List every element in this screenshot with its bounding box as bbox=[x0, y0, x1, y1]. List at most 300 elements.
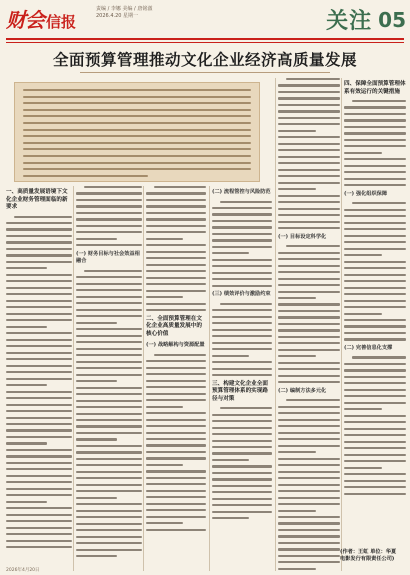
text-line bbox=[76, 516, 142, 518]
text-line bbox=[146, 360, 206, 362]
text-line bbox=[212, 278, 272, 280]
text-line bbox=[6, 332, 72, 334]
text-line bbox=[278, 375, 340, 377]
text-line bbox=[76, 458, 142, 460]
column-body-text bbox=[146, 354, 206, 531]
abstract-text-line bbox=[23, 162, 251, 164]
text-line bbox=[344, 280, 406, 282]
article-abstract-box bbox=[14, 82, 260, 182]
text-line bbox=[6, 287, 72, 289]
subsection-heading: (一) 目标设定科学化 bbox=[278, 233, 327, 240]
text-line bbox=[212, 374, 272, 376]
abstract-text-line bbox=[23, 135, 251, 137]
text-line bbox=[146, 270, 206, 272]
article-headline: 全面预算管理推动文化企业经济高质量发展 bbox=[52, 50, 357, 69]
text-line bbox=[6, 397, 72, 399]
text-line bbox=[146, 496, 206, 498]
text-line bbox=[344, 113, 406, 115]
text-line bbox=[76, 484, 142, 486]
text-line bbox=[6, 410, 72, 412]
text-line bbox=[278, 432, 340, 434]
headline-divider bbox=[80, 72, 330, 73]
text-line bbox=[344, 235, 406, 237]
text-line bbox=[146, 477, 206, 479]
column-body-text bbox=[212, 201, 272, 287]
text-line bbox=[76, 374, 142, 376]
text-line bbox=[76, 510, 142, 512]
text-line bbox=[278, 123, 340, 125]
text-line bbox=[146, 451, 206, 453]
text-line bbox=[76, 471, 142, 473]
column-divider bbox=[143, 186, 144, 571]
masthead-rule-thin bbox=[6, 42, 404, 43]
text-line bbox=[146, 218, 206, 220]
text-line bbox=[6, 391, 72, 393]
text-line bbox=[344, 165, 406, 167]
text-line bbox=[6, 352, 72, 354]
abstract-text-line bbox=[23, 142, 251, 144]
text-line bbox=[344, 382, 406, 384]
text-line bbox=[76, 348, 142, 350]
text-line bbox=[146, 225, 206, 227]
text-line bbox=[344, 332, 406, 334]
text-line bbox=[6, 365, 72, 367]
subsection-heading: (二) 完善信息化支撑 bbox=[344, 344, 393, 351]
text-line bbox=[76, 529, 142, 531]
edition-line-date: 2026.4.20 星期一 bbox=[96, 13, 139, 19]
text-line bbox=[212, 427, 272, 429]
text-line bbox=[6, 442, 47, 444]
text-line bbox=[76, 315, 142, 317]
text-line bbox=[76, 302, 142, 304]
text-line bbox=[76, 218, 142, 220]
text-line bbox=[278, 303, 340, 305]
text-line bbox=[14, 216, 72, 218]
subsection-heading: (一) 战略解构与资源配置 bbox=[146, 342, 205, 349]
text-line bbox=[212, 414, 272, 416]
text-line bbox=[352, 202, 406, 204]
text-line bbox=[146, 425, 206, 427]
text-line bbox=[6, 339, 72, 341]
text-line bbox=[278, 355, 316, 357]
text-line bbox=[344, 402, 406, 404]
text-line bbox=[344, 454, 406, 456]
text-line bbox=[6, 384, 47, 386]
abstract-text-line bbox=[23, 109, 251, 111]
text-line bbox=[212, 361, 272, 363]
text-line bbox=[6, 267, 47, 269]
text-line bbox=[278, 201, 340, 203]
text-line bbox=[344, 145, 406, 147]
text-line bbox=[6, 468, 72, 470]
masthead-logo bbox=[6, 4, 76, 33]
text-line bbox=[344, 486, 406, 488]
text-line bbox=[220, 303, 272, 305]
text-line bbox=[344, 441, 406, 443]
article-column-b bbox=[76, 186, 142, 571]
text-line bbox=[146, 490, 206, 492]
text-line bbox=[278, 510, 316, 512]
text-line bbox=[146, 470, 206, 472]
brand-main: 财会 bbox=[6, 8, 44, 32]
column-body-text bbox=[212, 407, 272, 519]
text-line bbox=[76, 523, 142, 525]
text-line bbox=[278, 291, 340, 293]
text-line bbox=[278, 368, 340, 370]
text-line bbox=[76, 283, 142, 285]
text-line bbox=[6, 378, 72, 380]
page-number: 05 bbox=[378, 7, 406, 32]
text-line bbox=[278, 310, 340, 312]
text-line bbox=[76, 335, 142, 337]
text-line bbox=[344, 376, 406, 378]
text-line bbox=[278, 412, 340, 414]
text-line bbox=[344, 152, 382, 154]
text-line bbox=[146, 192, 206, 194]
text-line bbox=[278, 149, 340, 151]
text-line bbox=[6, 462, 72, 464]
text-line bbox=[212, 465, 272, 467]
text-line bbox=[278, 381, 340, 383]
text-line bbox=[6, 507, 72, 509]
column-body-text bbox=[278, 399, 340, 570]
column-divider bbox=[275, 78, 276, 571]
text-line bbox=[344, 293, 406, 295]
text-line bbox=[6, 488, 72, 490]
text-line bbox=[84, 270, 142, 272]
text-line bbox=[286, 78, 340, 80]
text-line bbox=[146, 399, 206, 401]
text-line bbox=[146, 516, 206, 518]
text-line bbox=[278, 91, 340, 93]
text-line bbox=[76, 244, 142, 246]
text-line bbox=[6, 228, 72, 230]
text-line bbox=[76, 309, 142, 311]
text-line bbox=[278, 130, 316, 132]
column-body-text bbox=[278, 78, 340, 229]
text-line bbox=[76, 425, 142, 427]
text-line bbox=[212, 329, 272, 331]
text-line bbox=[76, 289, 142, 291]
text-line bbox=[212, 420, 272, 422]
text-line bbox=[146, 283, 206, 285]
article-column-a bbox=[6, 186, 72, 571]
text-line bbox=[146, 412, 206, 414]
text-line bbox=[212, 355, 249, 357]
text-line bbox=[76, 354, 142, 356]
text-line bbox=[76, 393, 142, 395]
column-body-text bbox=[76, 186, 142, 246]
text-line bbox=[76, 231, 142, 233]
article-column-d bbox=[212, 186, 272, 571]
text-line bbox=[278, 529, 340, 531]
text-line bbox=[146, 205, 206, 207]
abstract-text-line bbox=[23, 96, 251, 98]
text-line bbox=[146, 367, 206, 369]
text-line bbox=[146, 483, 206, 485]
text-line bbox=[76, 205, 142, 207]
text-line bbox=[146, 277, 206, 279]
text-line bbox=[278, 535, 340, 537]
text-line bbox=[278, 136, 340, 138]
text-line bbox=[6, 540, 72, 542]
text-line bbox=[76, 276, 142, 278]
text-line bbox=[76, 380, 117, 382]
article-byline bbox=[340, 549, 402, 563]
text-line bbox=[76, 328, 142, 330]
text-line bbox=[76, 413, 142, 415]
text-line bbox=[212, 452, 272, 454]
text-line bbox=[278, 336, 340, 338]
text-line bbox=[278, 221, 340, 223]
text-line bbox=[212, 485, 272, 487]
text-line bbox=[6, 235, 72, 237]
article-column-f bbox=[344, 78, 406, 571]
column-body-text bbox=[278, 245, 340, 383]
text-line bbox=[278, 561, 340, 563]
text-line bbox=[212, 478, 272, 480]
text-line bbox=[278, 555, 340, 557]
text-line bbox=[344, 171, 406, 173]
column-body-text bbox=[344, 202, 406, 340]
text-line bbox=[212, 459, 249, 461]
column-body-text bbox=[344, 100, 406, 186]
text-line bbox=[6, 423, 72, 425]
text-line bbox=[76, 238, 117, 240]
text-line bbox=[278, 162, 340, 164]
abstract-text-line bbox=[23, 102, 251, 104]
text-line bbox=[154, 186, 206, 188]
text-line bbox=[212, 246, 272, 248]
text-line bbox=[278, 490, 340, 492]
text-line bbox=[76, 445, 142, 447]
text-line bbox=[344, 119, 406, 121]
text-line bbox=[6, 345, 72, 347]
text-line bbox=[146, 393, 206, 395]
text-line bbox=[212, 368, 272, 370]
text-line bbox=[76, 555, 117, 557]
text-line bbox=[146, 457, 206, 459]
text-line bbox=[84, 186, 142, 188]
text-line bbox=[278, 117, 340, 119]
text-line bbox=[212, 446, 272, 448]
subsection-heading: (二) 流程管控与风险防范 bbox=[212, 189, 271, 195]
text-line bbox=[6, 306, 72, 308]
text-line bbox=[344, 395, 406, 397]
text-line bbox=[146, 257, 206, 259]
subsection-heading: (二) 编制方法多元化 bbox=[278, 387, 327, 394]
text-line bbox=[344, 313, 382, 315]
text-line bbox=[278, 278, 340, 280]
text-line bbox=[76, 464, 142, 466]
column-body-text bbox=[146, 186, 206, 311]
text-line bbox=[278, 542, 340, 544]
section-heading: 二、全面预算管理在文化企业高质量发展中的核心价值 bbox=[146, 315, 202, 337]
text-line bbox=[278, 349, 340, 351]
abstract-text-line bbox=[23, 175, 148, 177]
text-line bbox=[278, 169, 340, 171]
text-line bbox=[6, 293, 72, 295]
text-line bbox=[76, 432, 142, 434]
text-line bbox=[278, 195, 340, 197]
text-line bbox=[76, 199, 142, 201]
text-line bbox=[278, 342, 340, 344]
text-line bbox=[212, 259, 272, 261]
subsection-heading: (一) 强化组织保障 bbox=[344, 190, 388, 197]
text-line bbox=[146, 309, 206, 311]
text-line bbox=[6, 248, 72, 250]
text-line bbox=[76, 490, 142, 492]
text-line bbox=[344, 139, 406, 141]
text-line bbox=[6, 222, 72, 224]
abstract-text-line bbox=[23, 89, 251, 91]
text-line bbox=[278, 143, 340, 145]
text-line bbox=[344, 261, 406, 263]
text-line bbox=[146, 419, 206, 421]
text-line bbox=[278, 477, 340, 479]
text-line bbox=[146, 386, 206, 388]
text-line bbox=[212, 285, 272, 287]
text-line bbox=[278, 548, 340, 550]
text-line bbox=[76, 192, 142, 194]
text-line bbox=[212, 342, 272, 344]
section-heading: 一、高质量发展语境下文化企业财务管理面临的新要求 bbox=[6, 189, 68, 210]
section-tab bbox=[326, 4, 406, 35]
text-line bbox=[6, 436, 72, 438]
text-line bbox=[278, 484, 340, 486]
masthead-rule bbox=[6, 38, 404, 40]
text-line bbox=[344, 274, 406, 276]
text-line bbox=[344, 460, 406, 462]
text-line bbox=[146, 212, 206, 214]
text-line bbox=[146, 509, 206, 511]
text-line bbox=[278, 458, 340, 460]
text-line bbox=[212, 316, 272, 318]
text-line bbox=[344, 267, 406, 269]
text-line bbox=[278, 464, 340, 466]
text-line bbox=[76, 367, 142, 369]
text-line bbox=[6, 313, 72, 315]
column-divider bbox=[73, 186, 74, 571]
text-line bbox=[344, 228, 406, 230]
text-line bbox=[278, 516, 340, 518]
text-line bbox=[278, 208, 340, 210]
text-line bbox=[344, 493, 406, 495]
abstract-text-line bbox=[23, 155, 251, 157]
byline-line: 电影发行有限责任公司) bbox=[340, 556, 395, 562]
text-line bbox=[146, 444, 206, 446]
text-line bbox=[278, 438, 340, 440]
text-line bbox=[212, 272, 272, 274]
text-line bbox=[146, 303, 206, 305]
abstract-text-line bbox=[23, 168, 251, 170]
section-heading: 三、构建文化企业全面预算管理体系的实现路径与对策 bbox=[212, 380, 268, 402]
text-line bbox=[76, 503, 142, 505]
byline-line: (作者：王虹 单位：华夏 bbox=[340, 549, 397, 555]
text-line bbox=[154, 354, 206, 356]
text-line bbox=[212, 511, 272, 513]
text-line bbox=[344, 178, 406, 180]
text-line bbox=[76, 296, 142, 298]
abstract-text-line bbox=[23, 122, 251, 124]
text-line bbox=[76, 451, 142, 453]
text-line bbox=[76, 322, 117, 324]
text-line bbox=[278, 497, 340, 499]
edition-line-editor: 责编 / 李娜 美编 / 唐铭澈 bbox=[96, 6, 153, 12]
text-line bbox=[344, 408, 382, 410]
subsection-heading: (一) 财务目标与社会效益相融合 bbox=[76, 250, 140, 265]
text-line bbox=[6, 417, 72, 419]
article-column-c bbox=[146, 186, 206, 571]
text-line bbox=[212, 517, 249, 519]
text-line bbox=[6, 449, 72, 451]
text-line bbox=[278, 227, 340, 229]
text-line bbox=[146, 373, 206, 375]
text-line bbox=[278, 175, 340, 177]
text-line bbox=[76, 419, 142, 421]
text-line bbox=[6, 527, 72, 529]
text-line bbox=[344, 338, 406, 340]
text-line bbox=[6, 501, 47, 503]
text-line bbox=[76, 536, 142, 538]
text-line bbox=[344, 132, 406, 134]
text-line bbox=[344, 248, 406, 250]
text-line bbox=[6, 546, 72, 548]
text-line bbox=[278, 425, 340, 427]
text-line bbox=[6, 261, 72, 263]
text-line bbox=[344, 421, 406, 423]
text-line bbox=[212, 207, 272, 209]
column-body-text bbox=[76, 270, 142, 557]
text-line bbox=[76, 212, 142, 214]
text-line bbox=[278, 406, 340, 408]
text-line bbox=[212, 491, 272, 493]
article-column-e bbox=[278, 78, 340, 571]
masthead bbox=[0, 0, 410, 44]
text-line bbox=[146, 290, 206, 292]
text-line bbox=[76, 438, 117, 440]
text-line bbox=[212, 433, 272, 435]
abstract-text-line bbox=[23, 129, 251, 131]
text-line bbox=[146, 264, 206, 266]
text-line bbox=[6, 274, 72, 276]
text-line bbox=[6, 241, 72, 243]
text-line bbox=[76, 497, 117, 499]
text-line bbox=[146, 432, 206, 434]
text-line bbox=[76, 477, 142, 479]
column-body-text bbox=[6, 216, 72, 549]
text-line bbox=[278, 471, 340, 473]
text-line bbox=[6, 254, 72, 256]
text-line bbox=[220, 201, 272, 203]
text-line bbox=[146, 296, 183, 298]
text-line bbox=[212, 309, 272, 311]
text-line bbox=[278, 97, 340, 99]
text-line bbox=[278, 182, 340, 184]
text-line bbox=[278, 451, 316, 453]
text-line bbox=[146, 522, 183, 524]
text-line bbox=[344, 319, 406, 321]
text-line bbox=[146, 503, 206, 505]
text-line bbox=[212, 498, 272, 500]
text-line bbox=[146, 231, 206, 233]
text-line bbox=[6, 404, 72, 406]
text-line bbox=[344, 306, 406, 308]
text-line bbox=[146, 251, 206, 253]
text-line bbox=[146, 244, 206, 246]
text-line bbox=[6, 494, 72, 496]
text-line bbox=[278, 445, 340, 447]
